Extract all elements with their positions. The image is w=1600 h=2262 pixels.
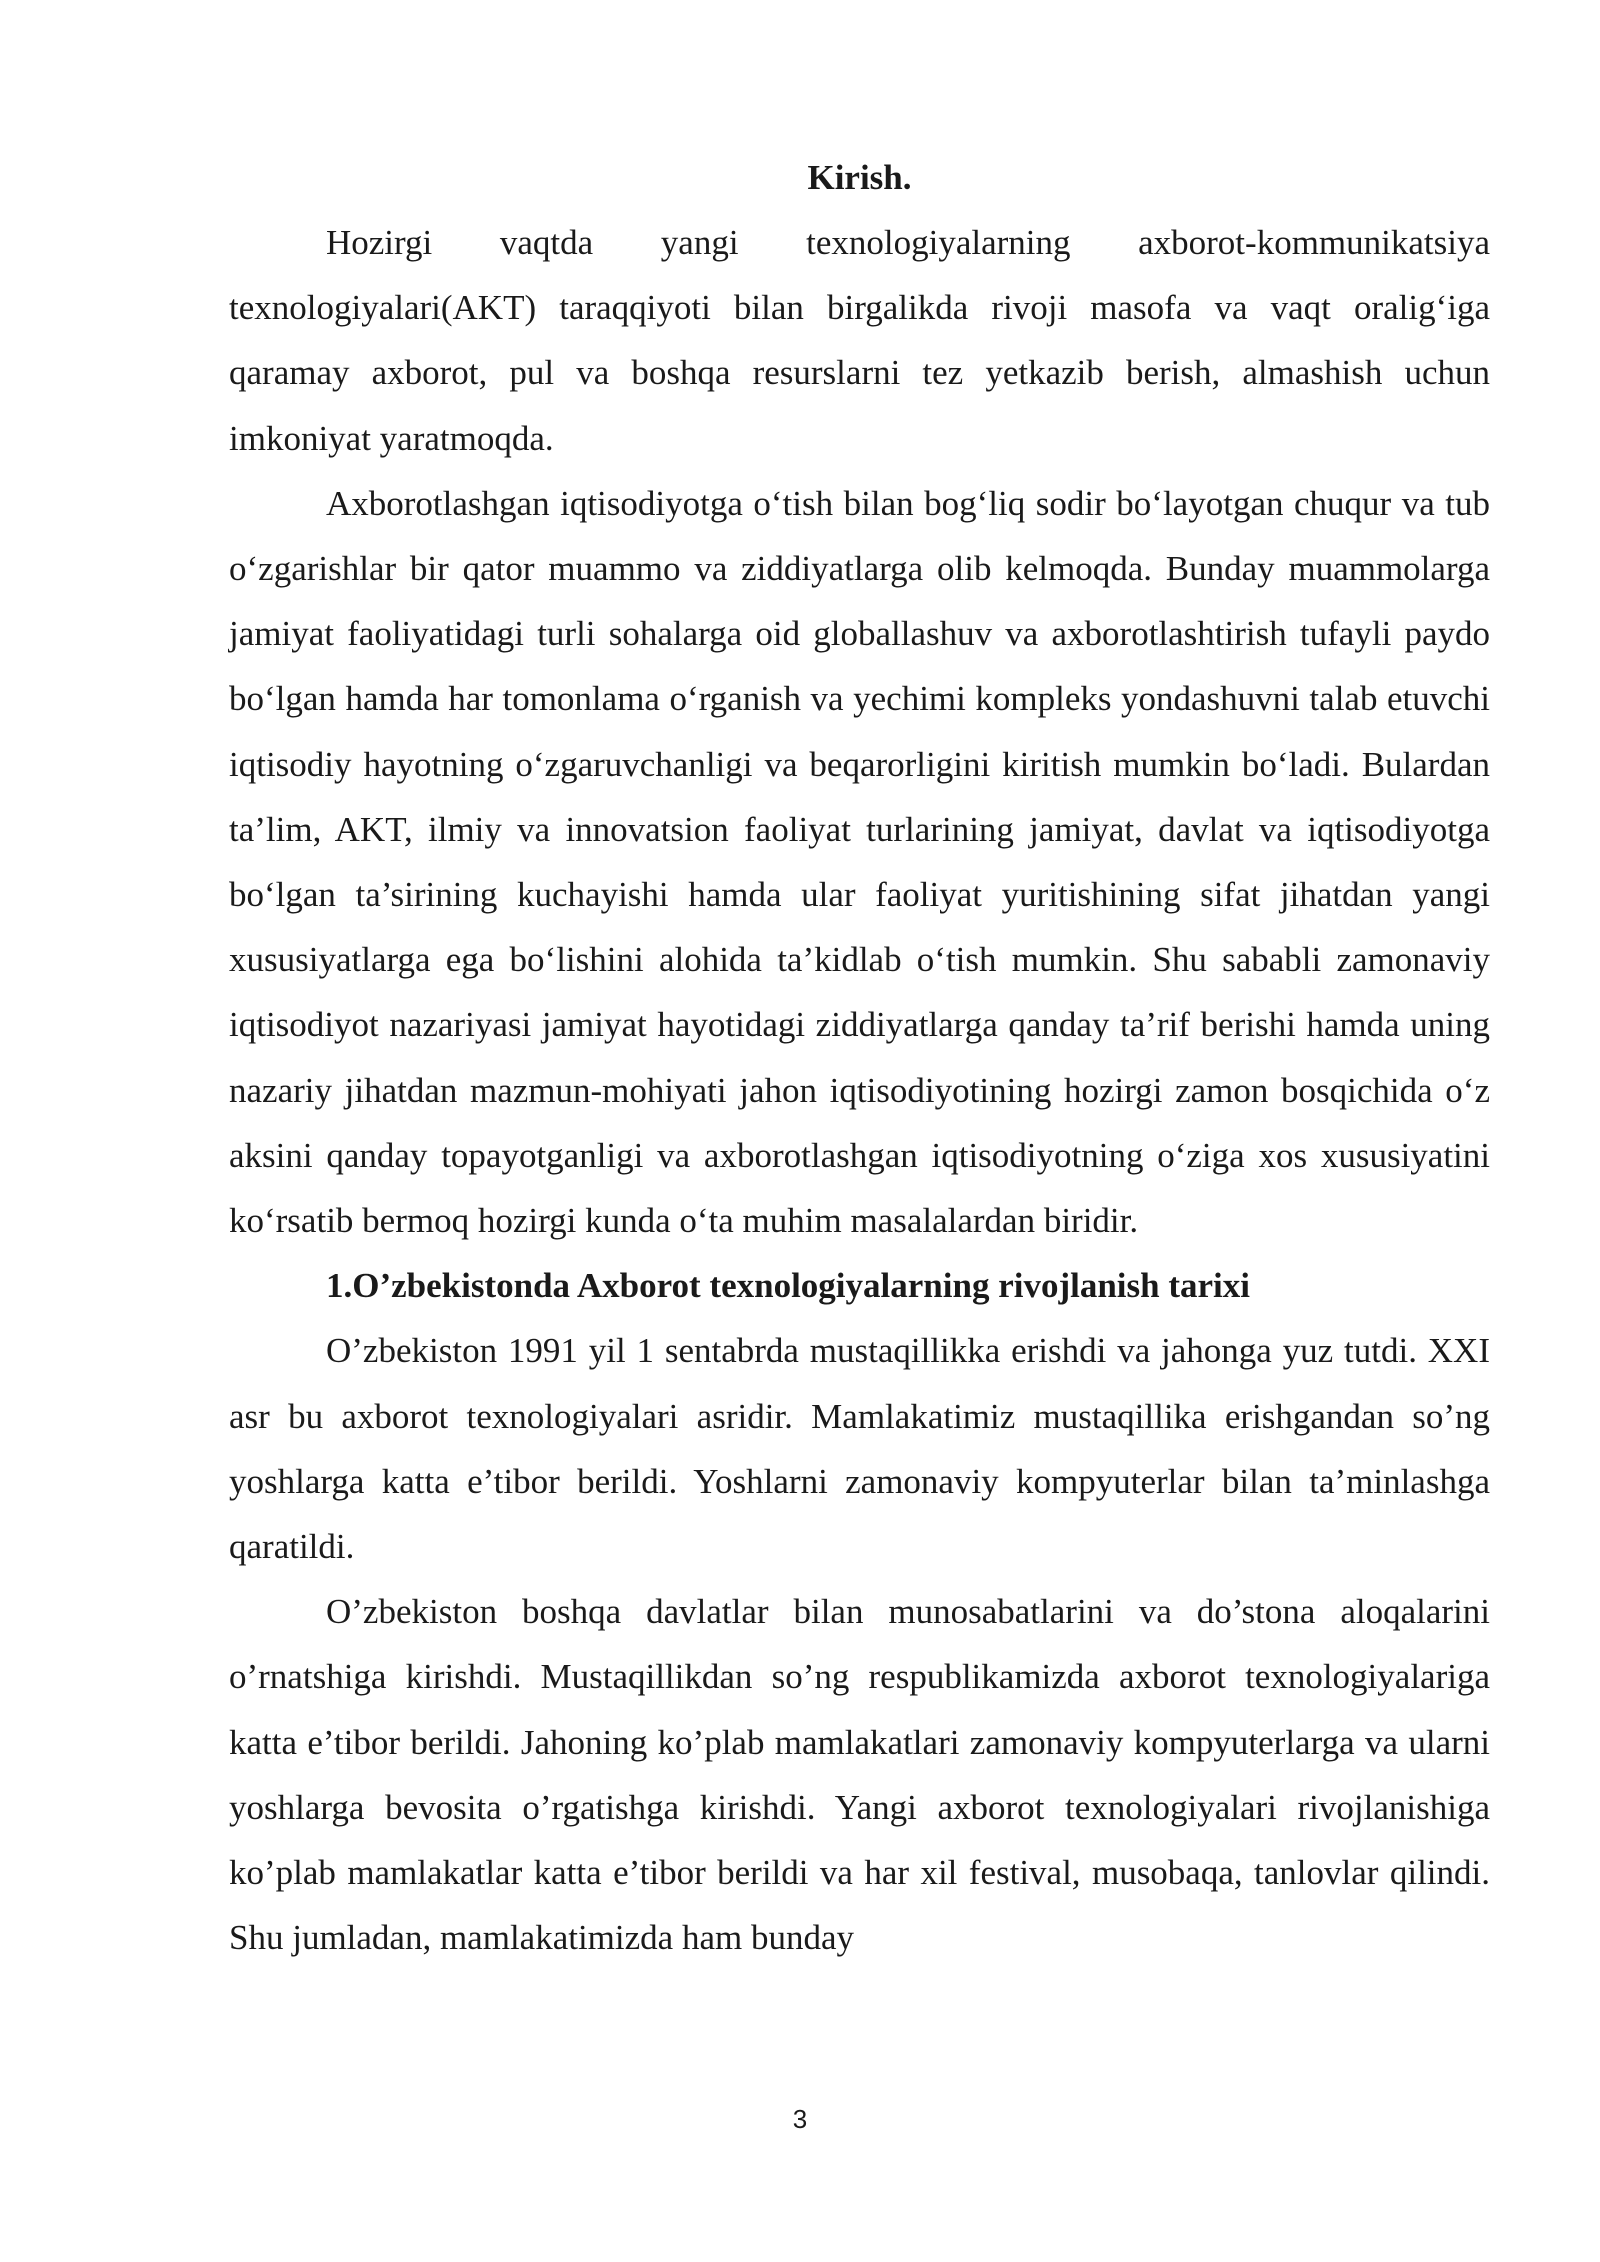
section-paragraph-2: O’zbekiston boshqa davlatlar bilan munosabatlarini va do’stona aloqalarini o’rnatshiga kirishdi. Mustaqillikdan so’ng respublikamizda axborot texnologiyalariga katta e’tibor berildi. Jahoning ko’plab mamlakatlari zamonaviy kompyuterlarga va ularni yoshlarga bevosita o’rgatishga kirishdi. Yangi axborot texnologiyalari rivojlanishiga ko’plab mamlakatlar katta e’tibor berildi va har xil festival, musobaqa, tanlovlar qilindi. Shu jumladan, mamlakatimizda ham bunday	[229, 1592, 1490, 1958]
intro-paragraph-2: Axborotlashgan iqtisodiyotga o‘tish bilan bog‘liq sodir bo‘layotgan chuqur va tub o‘zgarishlar bir qator muammo va ziddiyatlarga olib kelmoqda. Bunday muammolarga jamiyat faoliyatidagi turli sohalarga oid globallashuv va axborotlashtirish tufayli paydo bo‘lgan hamda har tomonlama o‘rganish va yechimi kompleks yondashuvni talab etuvchi iqtisodiy hayotning o‘zgaruvchanligi va beqarorligini kiritish mumkin bo‘ladi. Bulardan ta’lim, AKT, ilmiy va innovatsion faoliyat turlarining jamiyat, davlat va iqtisodiyotga bo‘lgan ta’sirining kuchayishi hamda ular faoliyat yuritishining sifat jihatdan yangi xususiyatlarga ega bo‘lishini alohida ta’kidlab o‘tish mumkin. Shu sababli zamonaviy iqtisodiyot nazariyasi jamiyat hayotidagi ziddiyatlarga qanday ta’rif berishi hamda uning nazariy jihatdan mazmun-mohiyati jahon iqtisodiyotining hozirgi zamon bosqichida o‘z aksini qanday topayotganligi va axborotlashgan iqtisodiyotning o‘ziga xos xususiyatini ko‘rsatib bermoq hozirgi kunda o‘ta muhim masalalardan biridir.	[229, 483, 1490, 1241]
section-paragraph-1: O’zbekiston 1991 yil 1 sentabrda mustaqillikka erishdi va jahonga yuz tutdi. XXI asr bu axborot texnologiyalari asridir. Mamlakatimiz mustaqillika erishgandan so’ng yoshlarga katta e’tibor berildi. Yoshlarni zamonaviy kompyuterlar bilan ta’minlashga qaratildi.	[229, 1331, 1490, 1567]
intro-paragraph-1: Hozirgi vaqtda yangi texnologiyalarning axborot-kommunikatsiya texnologiyalari(AKT) taraqqiyoti bilan birgalikda rivoji masofa va vaqt oralig‘iga qaramay axborot, pul va boshqa resurslarni tez yetkazib berish, almashish uchun imkoniyat yaratmoqda.	[229, 223, 1490, 458]
section-heading: 1.O’zbekistonda Axborot texnologiyalarning rivojlanish tarixi	[326, 1266, 1250, 1306]
page-content	[229, 145, 1490, 1970]
page-number: 3	[792, 2104, 808, 2134]
page-title: Kirish.	[807, 158, 912, 197]
